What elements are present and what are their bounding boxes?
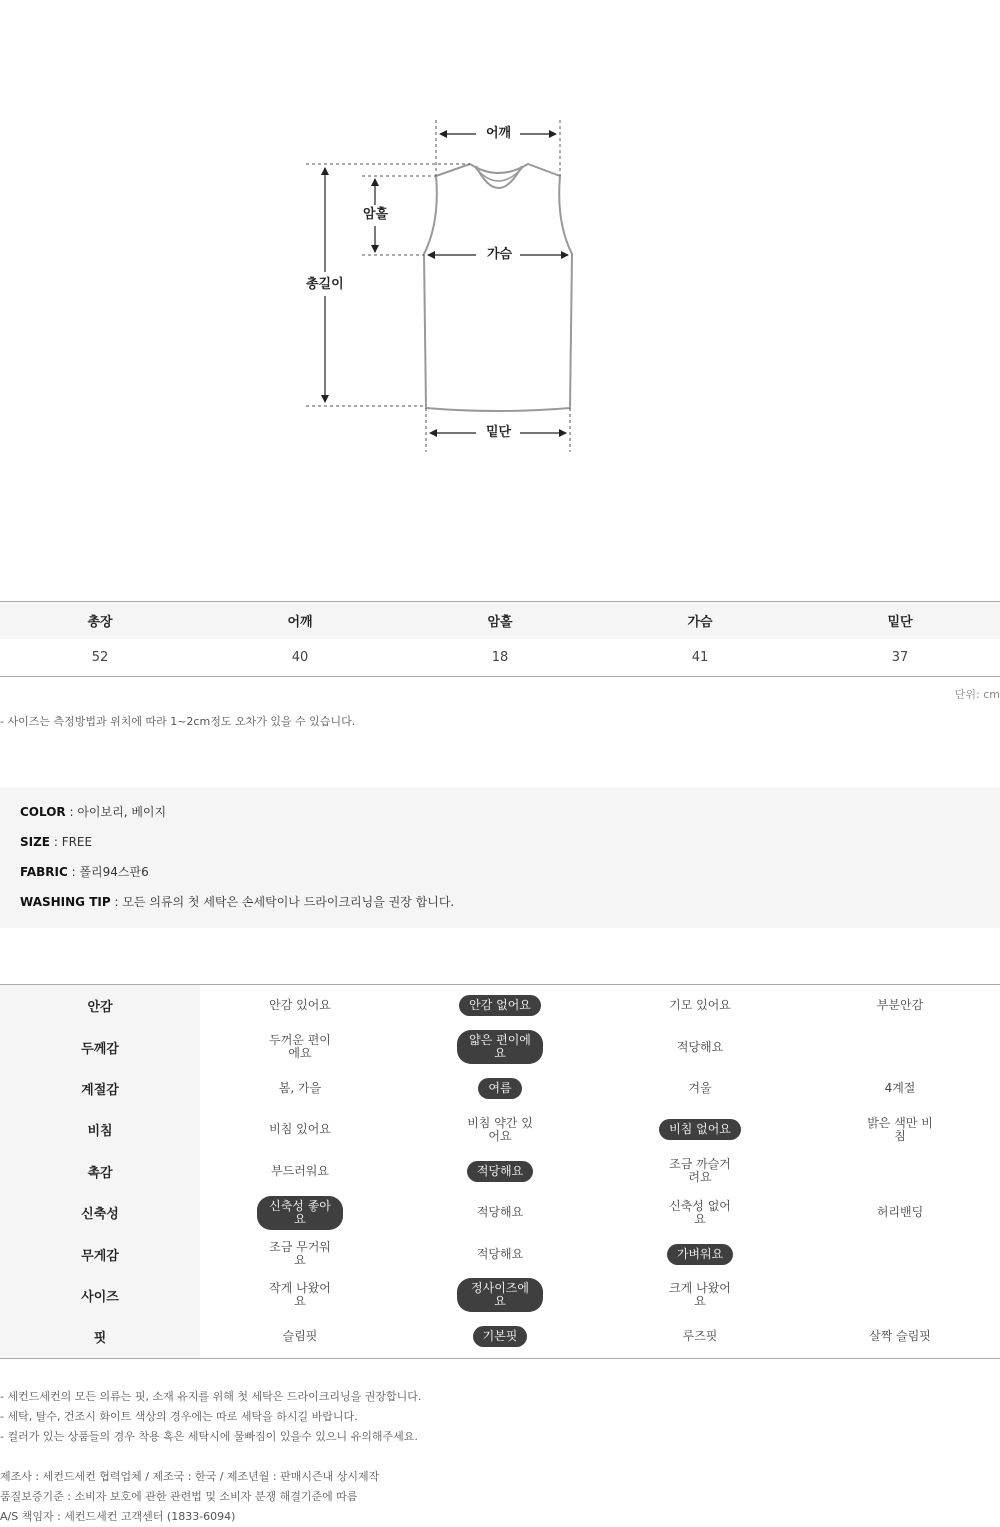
- fit-option-cell: [600, 985, 800, 1026]
- armhole-label: 암홀: [359, 207, 392, 223]
- fit-option-cell: [600, 1275, 800, 1316]
- fit-option-cell: [400, 1192, 600, 1233]
- garment-outline: [424, 164, 572, 411]
- fit-option-cell: [200, 1316, 400, 1357]
- fit-option-cell: [800, 1151, 1000, 1192]
- info-row-washing-tip: [20, 895, 980, 925]
- fit-option: 부분안감: [876, 998, 924, 1013]
- fit-option-selected: 얇은 편이에요: [457, 1030, 543, 1064]
- total-length-label: 총길이: [302, 277, 348, 293]
- fit-option: 봄, 가을: [278, 1080, 322, 1095]
- fit-option-cell: [200, 1026, 400, 1067]
- fit-option: 조금 까슬거려요: [669, 1157, 731, 1185]
- info-value: : FREE: [50, 835, 93, 849]
- fit-option: 크게 나왔어요: [669, 1281, 731, 1309]
- shoulder-label: 어깨: [482, 126, 515, 142]
- fit-row: [0, 1151, 1000, 1192]
- fit-row: [0, 1068, 1000, 1109]
- fit-option-cell: [400, 1068, 600, 1109]
- sleeveless-top-illustration: [0, 0, 1000, 560]
- fit-row-label: 사이즈: [0, 1275, 200, 1316]
- fit-row-label: 비침: [0, 1109, 200, 1150]
- fit-option: [892, 1292, 908, 1298]
- fit-option-cell: [400, 985, 600, 1026]
- manufacturer-info: [0, 1467, 379, 1527]
- fit-option-selected: 정사이즈에요: [457, 1278, 543, 1312]
- fit-option-cell: [200, 1192, 400, 1233]
- care-notes: [0, 1387, 421, 1447]
- fit-option: 작게 나왔어요: [269, 1281, 331, 1309]
- fit-option: 살짝 슬림핏: [869, 1329, 931, 1344]
- fit-option-selected: 안감 없어요: [459, 995, 541, 1016]
- size-value-shoulder: 40: [200, 639, 400, 677]
- size-table-header-row: [0, 602, 1000, 639]
- fit-option-cell: [800, 1316, 1000, 1357]
- fit-option-selected: 신축성 좋아요: [257, 1196, 343, 1230]
- fit-option-cell: [800, 1233, 1000, 1274]
- fit-option: 적당해요: [676, 1039, 724, 1054]
- care-note: - 세컨드세컨의 모든 의류는 핏, 소재 유지를 위해 첫 세탁은 드라이크리닝을 권장합니다.: [0, 1390, 422, 1403]
- fit-row-label: 무게감: [0, 1233, 200, 1274]
- info-key: FABRIC: [20, 865, 68, 879]
- as-contact-line: A/S 책임자 : 세컨드세컨 고객센터 (1833-6094): [0, 1510, 236, 1523]
- fit-row-label: 안감: [0, 985, 200, 1026]
- fit-option: 허리밴딩: [876, 1205, 924, 1220]
- fit-option-cell: [800, 1192, 1000, 1233]
- dimension-arrows: [325, 134, 568, 433]
- fit-option: 루즈핏: [682, 1329, 718, 1344]
- fit-row: [0, 1109, 1000, 1150]
- fit-option-selected: 비침 없어요: [659, 1119, 741, 1140]
- fit-option-cell: [200, 1109, 400, 1150]
- fit-option-cell: [400, 1275, 600, 1316]
- fit-option-selected: 기본핏: [473, 1326, 528, 1347]
- fit-option: 겨울: [688, 1080, 712, 1095]
- fit-option-cell: [600, 1316, 800, 1357]
- fit-option-cell: [400, 1316, 600, 1357]
- fit-option-selected: 여름: [478, 1078, 521, 1099]
- info-key: SIZE: [20, 835, 51, 849]
- fit-option-cell: [400, 1026, 600, 1067]
- fit-option: [892, 1251, 908, 1257]
- fit-option-cell: [800, 1026, 1000, 1067]
- fit-row-label: 핏: [0, 1316, 200, 1357]
- hem-label: 밑단: [482, 425, 515, 441]
- size-header-shoulder: 어깨: [200, 602, 400, 639]
- fit-option-cell: [200, 985, 400, 1026]
- care-note: - 컬러가 있는 상품들의 경우 착용 혹은 세탁시에 물빠짐이 있을수 있으니 유의해주세요.: [0, 1430, 418, 1443]
- fit-row-label: 두께감: [0, 1026, 200, 1067]
- fit-row-label: 촉감: [0, 1151, 200, 1192]
- unit-note: 단위: cm: [954, 688, 1000, 701]
- fit-option-cell: [200, 1233, 400, 1274]
- info-row-size: [20, 835, 980, 865]
- fit-option-cell: [600, 1192, 800, 1233]
- fit-row: [0, 1026, 1000, 1067]
- manufacturer-line: 제조사 : 세컨드세컨 협력업체 / 제조국 : 한국 / 제조년월 : 판매시즌내 상시제작: [0, 1470, 380, 1483]
- quality-standard-line: 품질보증기준 : 소비자 보호에 관한 관련법 및 소비자 분쟁 해결기준에 따름: [0, 1490, 358, 1503]
- fit-option: 4계절: [884, 1080, 916, 1095]
- fit-row: [0, 1233, 1000, 1274]
- size-header-armhole: 암홀: [400, 602, 600, 639]
- info-value: : 폴리94스판6: [67, 865, 149, 879]
- info-value: : 아이보리, 베이지: [65, 805, 167, 819]
- fit-row-label: 계절감: [0, 1068, 200, 1109]
- product-info-box: [0, 787, 1000, 928]
- fit-option-cell: [200, 1275, 400, 1316]
- size-table: [0, 601, 1000, 677]
- fit-option: 두꺼운 편이에요: [269, 1033, 331, 1061]
- fit-option: 기모 있어요: [669, 998, 731, 1013]
- fit-option: [892, 1044, 908, 1050]
- fit-option-cell: [400, 1233, 600, 1274]
- measurement-diagram: [0, 0, 1000, 560]
- size-value-armhole: 18: [400, 639, 600, 677]
- fit-option: 슬림핏: [282, 1329, 318, 1344]
- fit-option-cell: [600, 1026, 800, 1067]
- info-value: : 모든 의류의 첫 세탁은 손세탁이나 드라이크리닝을 권장 합니다.: [110, 895, 455, 909]
- fit-row: [0, 1192, 1000, 1233]
- size-value-hem: 37: [800, 639, 1000, 677]
- fit-option: 적당해요: [476, 1205, 524, 1220]
- size-header-total-length: 총장: [0, 602, 200, 639]
- fit-row-label: 신축성: [0, 1192, 200, 1233]
- fit-option: 부드러워요: [271, 1163, 329, 1178]
- fit-option: [892, 1168, 908, 1174]
- fit-option-cell: [800, 1275, 1000, 1316]
- fit-option: 신축성 없어요: [669, 1198, 731, 1226]
- info-key: COLOR: [20, 805, 66, 819]
- size-header-chest: 가슴: [600, 602, 800, 639]
- care-note: - 세탁, 탈수, 건조시 화이트 색상의 경우에는 따로 세탁을 하시길 바랍니다.: [0, 1410, 358, 1423]
- fit-option-cell: [600, 1233, 800, 1274]
- fit-info-table: [0, 984, 1000, 1359]
- size-table-value-row: [0, 639, 1000, 677]
- fit-option-selected: 가벼워요: [667, 1244, 733, 1265]
- fit-option-cell: [400, 1151, 600, 1192]
- fit-option-cell: [200, 1151, 400, 1192]
- fit-option: 적당해요: [476, 1246, 524, 1261]
- fit-option-cell: [200, 1068, 400, 1109]
- fit-option-cell: [800, 985, 1000, 1026]
- info-row-fabric: [20, 865, 980, 895]
- fit-option-cell: [400, 1109, 600, 1150]
- fit-option-cell: [600, 1109, 800, 1150]
- info-key: WASHING TIP: [20, 895, 111, 909]
- chest-label: 가슴: [483, 247, 516, 263]
- fit-option-cell: [800, 1109, 1000, 1150]
- fit-option: 안감 있어요: [269, 998, 331, 1013]
- fit-option: 비침 있어요: [269, 1122, 331, 1137]
- size-value-chest: 41: [600, 639, 800, 677]
- fit-option-cell: [800, 1068, 1000, 1109]
- fit-option-selected: 적당해요: [467, 1161, 533, 1182]
- fit-option: 밝은 색만 비침: [867, 1115, 933, 1143]
- size-value-total-length: 52: [0, 639, 200, 677]
- fit-option-cell: [600, 1068, 800, 1109]
- fit-option: 조금 무거워요: [269, 1240, 331, 1268]
- fit-option: 비침 약간 있어요: [467, 1115, 533, 1143]
- fit-option-cell: [600, 1151, 800, 1192]
- info-row-color: [20, 805, 980, 835]
- fit-row: [0, 985, 1000, 1026]
- size-header-hem: 밑단: [800, 602, 1000, 639]
- fit-row: [0, 1316, 1000, 1357]
- size-measurement-note: - 사이즈는 측정방법과 위치에 따라 1~2cm정도 오차가 있을 수 있습니다.: [0, 715, 356, 728]
- fit-row: [0, 1275, 1000, 1316]
